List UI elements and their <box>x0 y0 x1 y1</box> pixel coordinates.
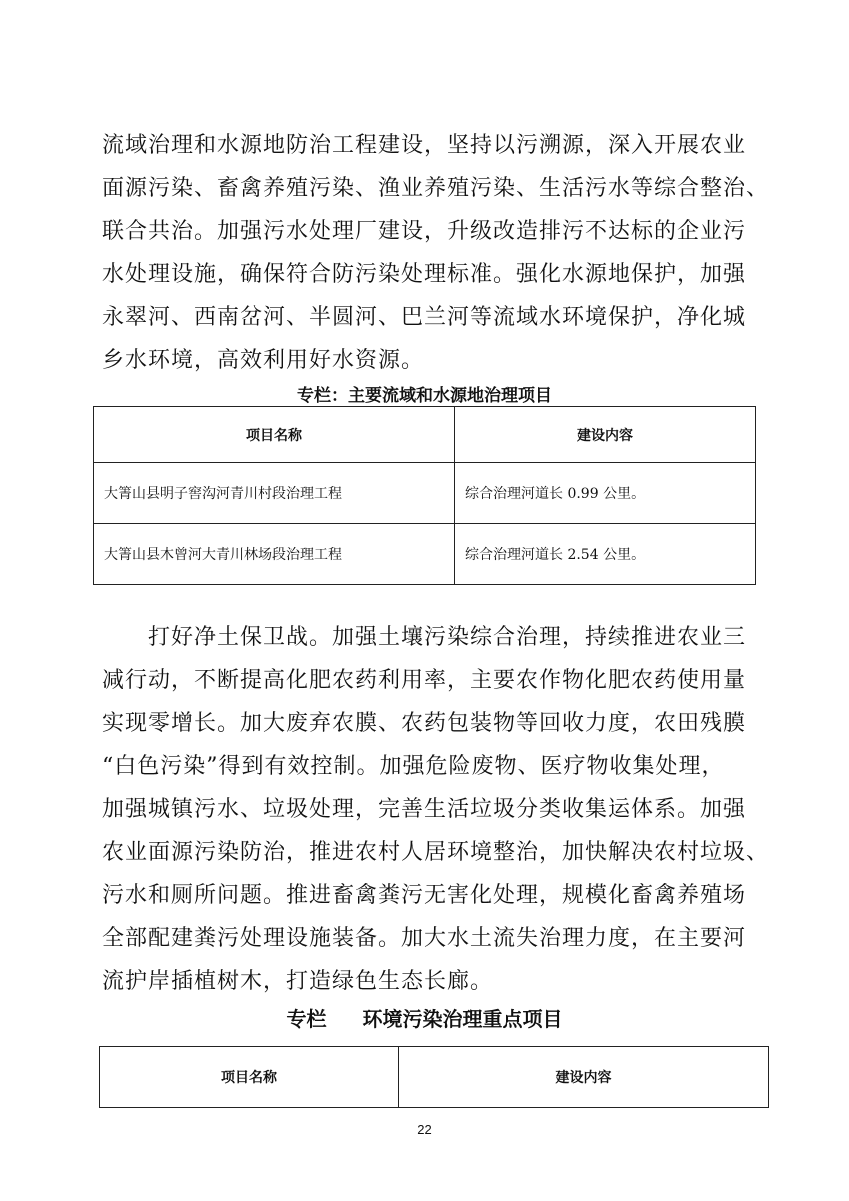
text-line: 乡水环境，高效利用好水资源。 <box>102 348 425 373</box>
table2-title-main: 环境污染治理重点项目 <box>362 1007 563 1031</box>
text-line: 流域治理和水源地防治工程建设，坚持以污溯源，深入开展农业 <box>102 133 747 158</box>
table2-title-prefix: 专栏 <box>286 1007 327 1031</box>
text-line: 全部配建粪污处理设施装备。加大水土流失治理力度，在主要河 <box>102 926 747 951</box>
text-line: 流护岸插植树木，打造绿色生态长廊。 <box>102 969 494 994</box>
paragraph-soil-protection <box>102 616 770 1003</box>
text-line: 面源污染、畜禽养殖污染、渔业养殖污染、生活污水等综合整治、 <box>102 176 770 201</box>
table-header-row <box>94 407 756 463</box>
text-line: 加强城镇污水、垃圾处理，完善生活垃圾分类收集运体系。加强 <box>102 797 747 822</box>
text-line: 实现零增长。加大废弃农膜、农药包装物等回收力度，农田残膜 <box>102 711 747 736</box>
table-cell: 大箐山县木曾河大青川林场段治理工程 <box>94 524 455 585</box>
table-cell: 综合治理河道长 2.54 公里。 <box>455 524 756 585</box>
table-row <box>94 524 756 585</box>
text-line: 污水和厕所问题。推进畜禽粪污无害化处理，规模化畜禽养殖场 <box>102 883 747 908</box>
paragraph-water-governance <box>102 124 770 382</box>
text-line: 农业面源污染防治，推进农村人居环境整治，加快解决农村垃圾、 <box>102 840 770 865</box>
table-cell: 综合治理河道长 0.99 公里。 <box>455 463 756 524</box>
column-header-name: 项目名称 <box>94 407 455 463</box>
table-cell: 大箐山县明子窖沟河青川村段治理工程 <box>94 463 455 524</box>
text-line: 联合共治。加强污水处理厂建设，升级改造排污不达标的企业污 <box>102 219 747 244</box>
pollution-projects-table <box>99 1046 769 1108</box>
column-header-content: 建设内容 <box>455 407 756 463</box>
text-line: 永翠河、西南岔河、半圆河、巴兰河等流域水环境保护，净化城 <box>102 305 747 330</box>
table1-title: 专栏：主要流域和水源地治理项目 <box>297 386 552 406</box>
table-row <box>94 463 756 524</box>
text-line: 打好净土保卫战。加强土壤污染综合治理，持续推进农业三 <box>102 625 747 650</box>
page-number: 22 <box>417 1122 432 1137</box>
table-header-row <box>100 1047 769 1108</box>
table2-title <box>0 1003 849 1032</box>
text-line: 水处理设施，确保符合防污染处理标准。强化水源地保护，加强 <box>102 262 747 287</box>
water-projects-table <box>93 406 756 585</box>
column-header-content: 建设内容 <box>399 1047 769 1108</box>
column-header-name: 项目名称 <box>100 1047 399 1108</box>
text-line: 减行动，不断提高化肥农药利用率，主要农作物化肥农药使用量 <box>102 668 747 693</box>
text-line: “白色污染”得到有效控制。加强危险废物、医疗物收集处理， <box>102 754 725 779</box>
